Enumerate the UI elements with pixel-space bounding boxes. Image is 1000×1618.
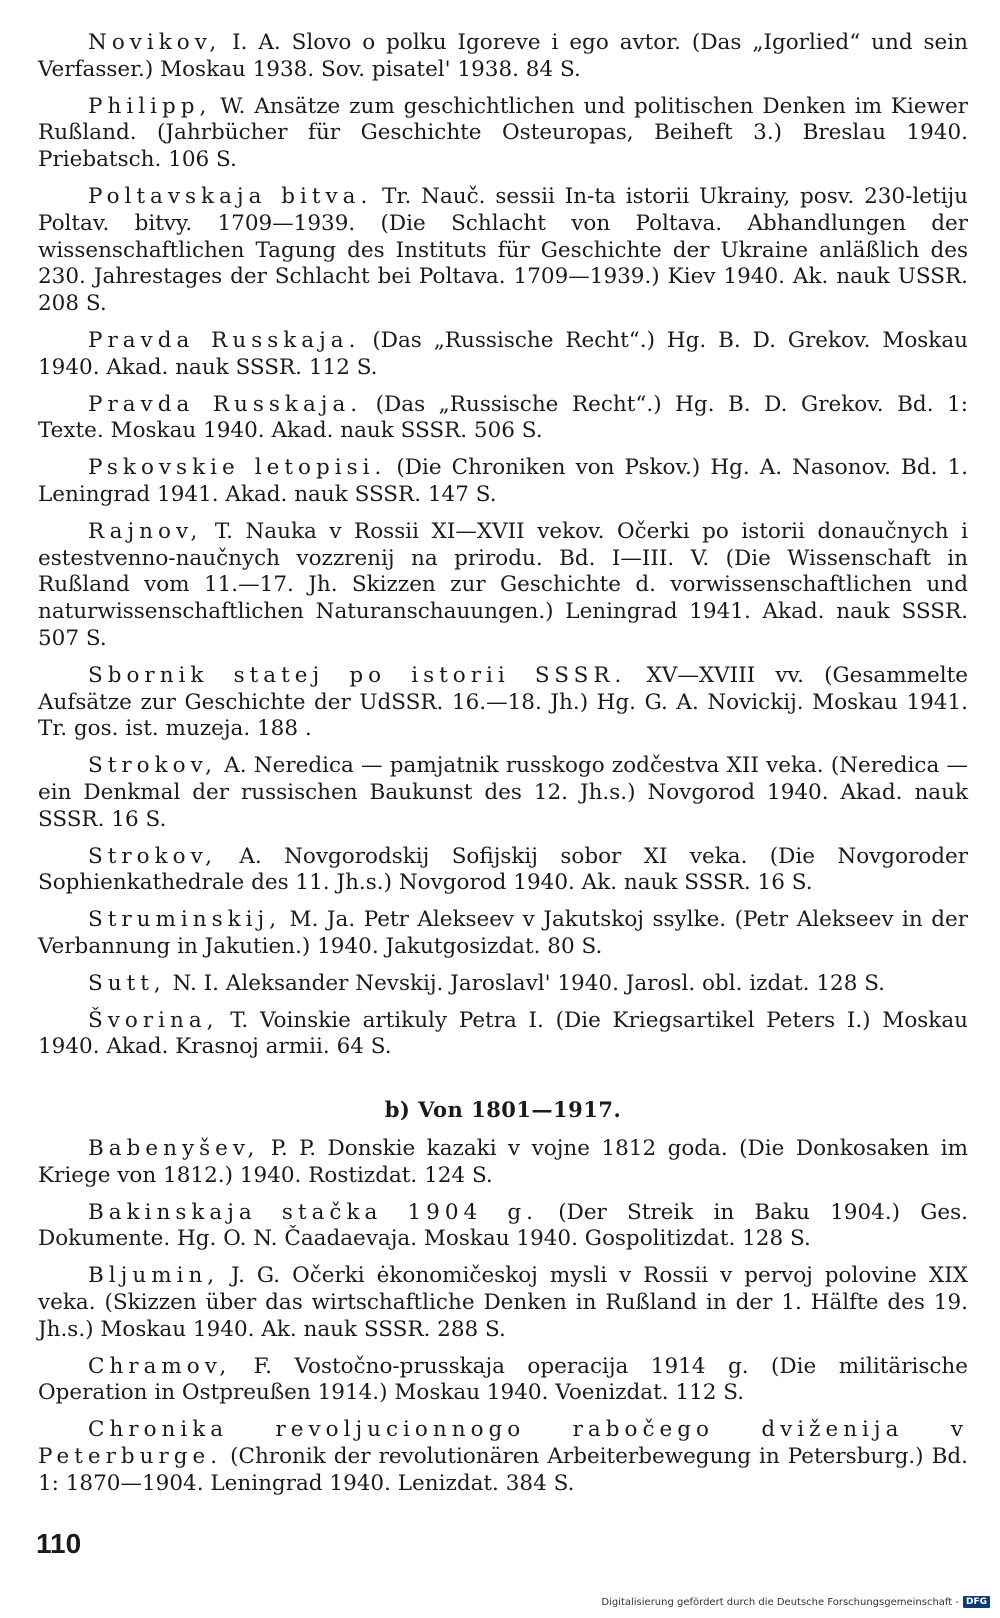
bibliography-entry — [38, 519, 968, 653]
entry-text: N. I. Aleksander Nevskij. Jaroslavl' 1940. Jarosl. obl. izdat. 128 S. — [165, 970, 885, 996]
entry-text: A. Neredica — pamjatnik russkogo zodčestva XII veka. (Neredica — ein Denkmal der russischen Baukunst des 12. Jh.s.) Novgorod 1940. Akad. nauk SSSR. 16 S. — [38, 753, 968, 832]
entry-author: Chramov, — [88, 1353, 232, 1379]
entry-author: Strokov, — [88, 753, 217, 779]
entry-text: I. A. Slovo o polku Igoreve i ego avtor. (Das „Igorlied“ und sein Verfasser.) Moskau 1938. Sov. pisatel' 1938. 84 S. — [38, 30, 968, 82]
footer-credit-text: Digitalisierung gefördert durch die Deutsche Forschungsgemeinschaft - — [601, 1596, 959, 1608]
bibliography-entry — [38, 1263, 968, 1343]
entry-text: Tr. Nauč. sessii In-ta istorii Ukrainy, posv. 230-letiju Poltav. bitvy. 1709—1939. (Die Schlacht von Poltava. Abhandlungen der wissenschaftlichen Tagung des Instituts für Geschichte der Ukraine anläßlich des 230. Jahrestages der Schlacht bei Poltava. 1709—1939.) Kiev 1940. Ak. nauk USSR. 208 S. — [38, 183, 968, 317]
entry-author: Bakinskaja stačka 1904 g. — [88, 1199, 539, 1225]
entry-text: M. Ja. Petr Alekseev v Jakutskoj ssylke. (Petr Alekseev in der Verbannung in Jakutien.) 1940. Jakutgosizdat. 80 S. — [38, 907, 968, 959]
entry-author: Rajnov, — [88, 518, 203, 544]
bibliography-entry — [38, 971, 968, 998]
bibliography-entry — [38, 907, 968, 961]
entry-text: F. Vostočno-prusskaja operacija 1914 g. (Die militärische Operation in Ostpreußen 1914.) Moskau 1940. Voenizdat. 112 S. — [38, 1353, 968, 1406]
entry-text: W. Ansätze zum geschichtlichen und politischen Denken im Kiewer Rußland. (Jahrbücher für Geschichte Osteuropas, Beiheft 3.) Breslau 1940. Priebatsch. 106 S. — [38, 93, 968, 173]
bibliography-entry — [38, 663, 968, 743]
entry-text: (Chronik der revolutionären Arbeiterbewegung in Petersburg.) Bd. 1: 1870—1904. Leningrad 1940. Lenizdat. 384 S. — [38, 1444, 968, 1496]
entry-text: (Das „Russische Recht“.) Hg. B. D. Grekov. Bd. 1: Texte. Moskau 1940. Akad. nauk SSSR. 506 S. — [38, 391, 968, 444]
entries-before-section — [38, 30, 968, 1061]
entry-text: (Die Chroniken von Pskov.) Hg. A. Nasonov. Bd. 1. Leningrad 1941. Akad. nauk SSSR. 147 S. — [38, 455, 968, 507]
entry-author: Pravda Russkaja. — [88, 391, 363, 417]
entry-author: Švorina, — [88, 1007, 219, 1033]
bibliography-entry — [38, 94, 968, 174]
bibliography-entry — [38, 753, 968, 833]
entry-author: Strokov, — [88, 843, 217, 869]
footer-credit — [601, 1596, 990, 1608]
bibliography-entry — [38, 1136, 968, 1190]
bibliography-entry — [38, 392, 968, 446]
entry-author: Pskovskie letopisi. — [88, 455, 387, 481]
entry-text: A. Novgorodskij Sofijskij sobor XI veka. (Die Novgoroder Sophienkathedrale des 11. Jh.s.) Novgorod 1940. Ak. nauk SSSR. 16 S. — [38, 843, 968, 896]
entry-author: Babenyšev, — [88, 1136, 260, 1162]
entry-author: Chronika revoljucionnogo rabočego dviženija v Peterburge. — [38, 1417, 968, 1470]
bibliography-entry — [38, 1200, 968, 1254]
entry-text: (Das „Russische Recht“.) Hg. B. D. Grekov. Moskau 1940. Akad. nauk SSSR. 112 S. — [38, 327, 968, 380]
entry-text: P. P. Donskie kazaki v vojne 1812 goda. (Die Donkosaken im Kriege von 1812.) 1940. Rostizdat. 124 S. — [38, 1136, 968, 1188]
page-number: 110 — [36, 1528, 82, 1559]
bibliography-entry — [38, 1417, 968, 1497]
bibliography-entry — [38, 844, 968, 898]
dfg-logo: DFG — [963, 1596, 990, 1608]
entry-author: Sutt, — [88, 970, 166, 996]
entry-author: Struminskij, — [88, 907, 282, 933]
entry-text: J. G. Očerki ėkonomičeskoj mysli v Rossii v pervoj polovine XIX veka. (Skizzen über das wirtschaftliche Denken in Rußland in der 1. Hälfte des 19. Jh.s.) Moskau 1940. Ak. nauk SSSR. 288 S. — [38, 1263, 968, 1342]
bibliography-entry — [38, 455, 968, 509]
bibliography-entry — [38, 1354, 968, 1408]
entry-author: Sbornik statej po istorii SSSR. — [88, 662, 627, 688]
bibliography-entry — [38, 1008, 968, 1062]
entry-text: XV—XVIII vv. (Gesammelte Aufsätze zur Geschichte der UdSSR. 16.—18. Jh.) Hg. G. A. Novickij. Moskau 1941. Tr. gos. ist. muzeja. 188 . — [38, 662, 968, 742]
entry-author: Pravda Russkaja. — [88, 327, 361, 353]
entry-author: Bljumin, — [88, 1263, 220, 1289]
entry-text: T. Voinskie artikuly Petra I. (Die Kriegsartikel Peters I.) Moskau 1940. Akad. Krasnoj armii. 64 S. — [38, 1007, 968, 1060]
entry-author: Poltavskaja bitva. — [88, 183, 373, 209]
entry-text: (Der Streik in Baku 1904.) Ges. Dokumente. Hg. O. N. Čaadaevaja. Moskau 1940. Gospolitizdat. 128 S. — [38, 1199, 968, 1252]
bibliography-entry — [38, 30, 968, 84]
section-heading: b) Von 1801—1917. — [384, 1097, 622, 1123]
bibliography-entry — [38, 328, 968, 382]
entry-author: Philipp, — [88, 93, 212, 119]
bibliography-page — [38, 30, 968, 1508]
entry-author: Novikov, — [88, 30, 222, 55]
entry-text: T. Nauka v Rossii XI—XVII vekov. Očerki po istorii donaučnych i estestvenno-naučnych vozzrenij na prirodu. Bd. I—III. V. (Die Wissenschaft in Rußland vom 11.—17. Jh. Skizzen zur Geschichte d. vorwissenschaftlichen und naturwissenschaftlichen Naturanschauungen.) Leningrad 1941. Akad. nauk SSSR. 507 S. — [38, 518, 968, 651]
entries-after-section — [38, 1136, 968, 1498]
bibliography-entry — [38, 184, 968, 318]
